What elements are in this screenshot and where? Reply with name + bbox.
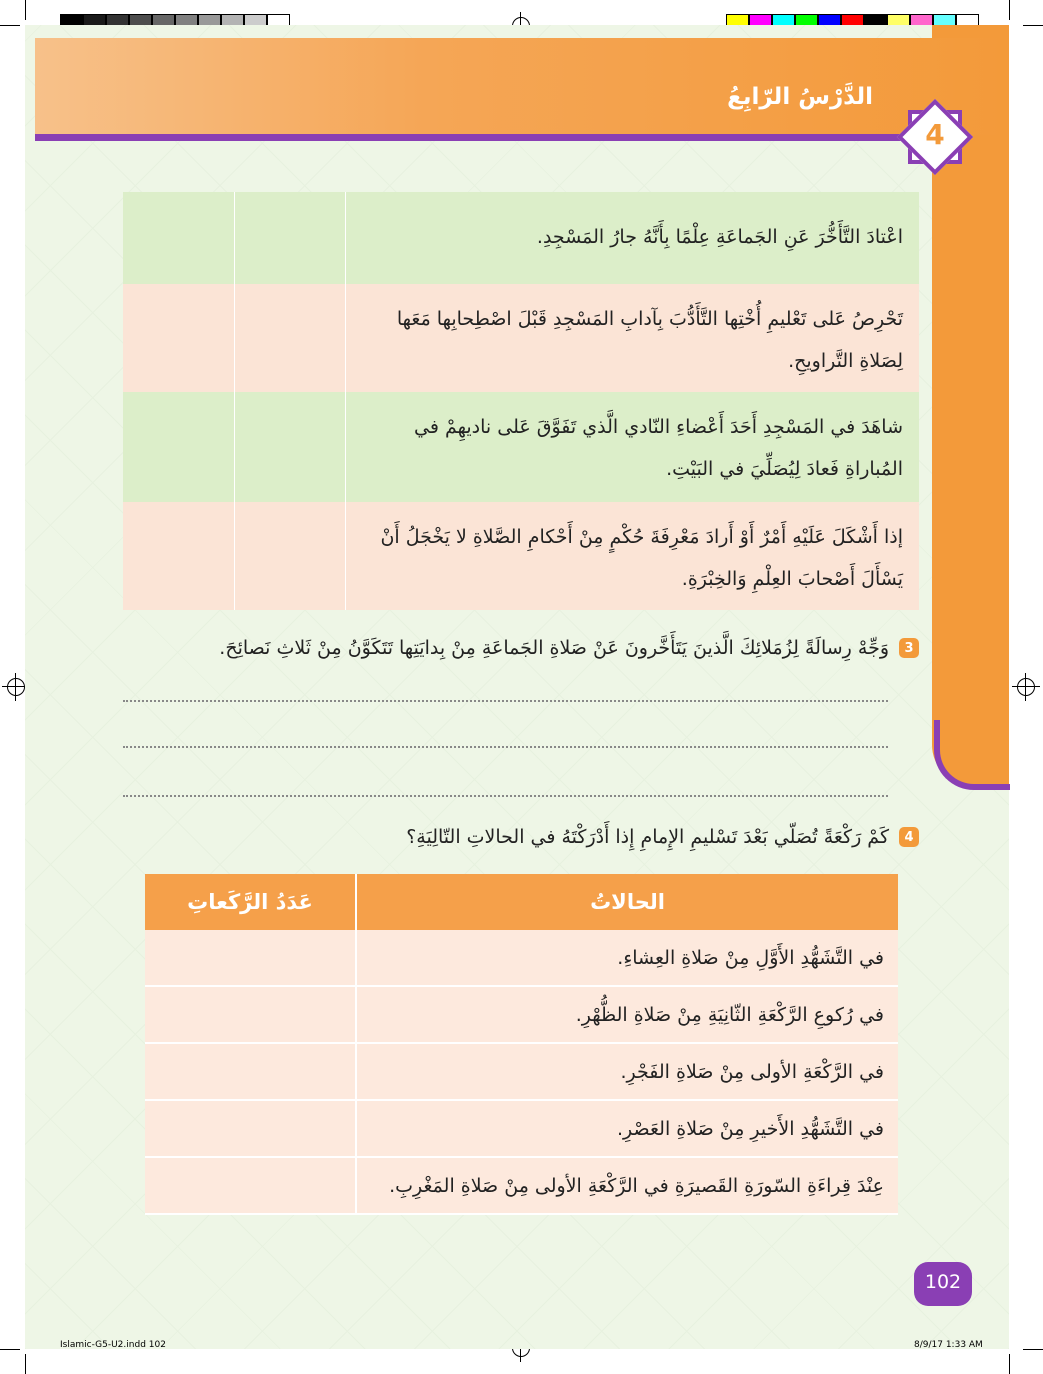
count-cell[interactable] xyxy=(145,1044,357,1099)
lesson-title: الدَّرْسُ الرّابِعُ xyxy=(727,84,873,110)
header-cases: الحالاتُ xyxy=(357,874,898,930)
crop-mark xyxy=(1023,1349,1043,1350)
lesson-number: 4 xyxy=(925,118,945,151)
crop-mark xyxy=(25,1354,26,1374)
question-text: كَمْ رَكْعَةً تُصَلّي بَعْدَ تَسْليمِ الإِمامِ إِذا أَدْرَكْتَهُ في الحالاتِ التّالِيَةِ؟ xyxy=(406,826,889,848)
header-purple-line xyxy=(35,134,925,141)
question-text: وَجِّهْ رِسالَةً لِزُمَلائِكَ الَّذينَ يَتَأَخَّرونَ عَنْ صَلاةِ الجَماعَةِ مِنْ بِدايَتِها تَتَكَوَّنُ مِنْ ثَلاثِ نَصائِحَ. xyxy=(219,637,889,659)
answer-cell[interactable] xyxy=(124,392,235,502)
cases-table xyxy=(145,874,898,1215)
count-cell[interactable] xyxy=(145,930,357,985)
table-row xyxy=(123,502,919,610)
situation-text: تَحْرِصُ عَلى تَعْليمِ أُخْتِها التَّأَدُّبَ بِآدابِ المَسْجِدِ قَبْلَ اصْطِحابِها مَعَها لِصَلاةِ التَّراويحِ. xyxy=(396,308,903,372)
question-number: 4 xyxy=(899,827,919,847)
answer-cell[interactable] xyxy=(235,502,346,610)
crop-mark xyxy=(0,25,20,26)
table-row xyxy=(145,1158,898,1215)
registration-mark-icon xyxy=(1017,678,1035,696)
question-3 xyxy=(219,637,919,659)
situation-text: اعْتادَ التَّأَخُّرَ عَنِ الجَماعَةِ عِلْمًا بِأَنَّهُ جارُ المَسْجِدِ. xyxy=(536,226,903,248)
table-row xyxy=(145,1101,898,1158)
answer-cell[interactable] xyxy=(235,392,346,502)
table-row xyxy=(145,987,898,1044)
table-row xyxy=(123,192,919,284)
crop-mark xyxy=(25,0,26,20)
answer-line[interactable] xyxy=(123,746,888,748)
answer-cell[interactable] xyxy=(124,192,235,284)
crop-mark xyxy=(0,1349,20,1350)
footer-file: Islamic-G5-U2.indd 102 xyxy=(60,1340,166,1350)
page-number-badge xyxy=(914,1262,972,1306)
page-number: 102 xyxy=(924,1271,962,1293)
table-header xyxy=(145,874,898,930)
footer-date: 8/9/17 1:33 AM xyxy=(914,1340,983,1350)
lesson-number-badge xyxy=(898,100,972,174)
case-text: في التَّشَهُّدِ الأَخيرِ مِنْ صَلاةِ العَصْرِ. xyxy=(357,1101,898,1156)
crop-mark xyxy=(1009,1354,1010,1374)
answer-cell[interactable] xyxy=(235,192,346,284)
situation-text: شاهَدَ في المَسْجِدِ أَحَدَ أَعْضاءِ النّادي الَّذي تَفَوَّقَ عَلى ناديهِمْ في المُباراةِ فَعادَ لِيُصَلِّيَ في البَيْتِ. xyxy=(414,416,903,480)
answer-cell[interactable] xyxy=(124,284,235,392)
count-cell[interactable] xyxy=(145,1158,357,1213)
answer-line[interactable] xyxy=(123,700,888,702)
situation-text: إذا أَشْكَلَ عَلَيْهِ أَمْرٌ أَوْ أَرادَ مَعْرِفَةَ حُكْمٍ مِنْ أَحْكامِ الصَّلاةِ لا يَخْجَلُ أَنْ يَسْأَلَ أَصْحابَ العِلْمِ وَالخِبْرَةِ. xyxy=(380,526,903,590)
case-text: عِنْدَ قِراءَةِ السّورَةِ القَصيرَةِ في الرَّكْعَةِ الأولى مِنْ صَلاةِ المَغْرِبِ. xyxy=(357,1158,898,1213)
situations-table xyxy=(123,192,919,610)
count-cell[interactable] xyxy=(145,1101,357,1156)
table-row xyxy=(145,930,898,987)
case-text: في الرَّكْعَةِ الأولى مِنْ صَلاةِ الفَجْرِ. xyxy=(357,1044,898,1099)
table-row xyxy=(123,284,919,392)
crop-mark xyxy=(1023,25,1043,26)
registration-mark-icon xyxy=(7,678,25,696)
answer-cell[interactable] xyxy=(235,284,346,392)
case-text: في التَّشَهُّدِ الأَوَّلِ مِنْ صَلاةِ العِشاءِ. xyxy=(357,930,898,985)
answer-line[interactable] xyxy=(123,795,888,797)
question-number: 3 xyxy=(899,638,919,658)
count-cell[interactable] xyxy=(145,987,357,1042)
header-count: عَدَدُ الرَّكَعاتِ xyxy=(145,874,357,930)
table-row xyxy=(145,1044,898,1101)
crop-mark xyxy=(1009,0,1010,20)
table-row xyxy=(123,392,919,502)
case-text: في رُكوعِ الرَّكْعَةِ الثّانِيَةِ مِنْ صَلاةِ الظُّهْرِ. xyxy=(357,987,898,1042)
answer-cell[interactable] xyxy=(124,502,235,610)
question-4 xyxy=(406,826,919,848)
